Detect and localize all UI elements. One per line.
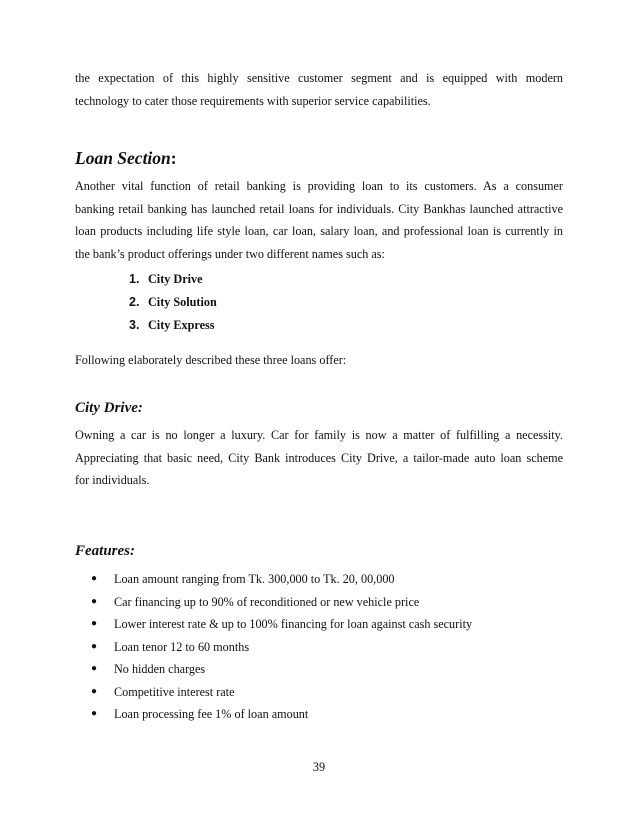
list-number: 3. — [129, 318, 140, 332]
loan-section-heading — [75, 148, 177, 169]
list-number: 2. — [129, 295, 140, 309]
city-drive-heading: City Drive: — [75, 400, 143, 416]
list-item — [91, 591, 472, 614]
bullet-icon: ● — [91, 663, 98, 674]
bullet-icon: ● — [91, 618, 98, 629]
text-line: the bank’s product offerings under two different names such as: — [75, 246, 385, 261]
bullet-icon: ● — [91, 595, 98, 607]
text-line: Another vital function of retail banking is providing loan to its customers. As a consumer — [75, 179, 563, 193]
list-item — [129, 291, 217, 314]
heading-colon: : — [170, 148, 177, 168]
city-drive-paragraph — [75, 424, 563, 492]
list-item — [129, 314, 217, 337]
bullet-icon: ● — [91, 685, 98, 697]
loan-section-paragraph — [75, 175, 563, 265]
text-line: for individuals. — [75, 473, 150, 487]
page-number: 39 — [312, 760, 326, 774]
list-item-label: City Solution — [148, 295, 217, 309]
feature-text: Loan processing fee 1% of loan amount — [114, 707, 309, 721]
bullet-icon: ● — [91, 573, 98, 584]
feature-text: Loan tenor 12 to 60 months — [114, 639, 250, 654]
text-line: technology to cater those requirements with superior service capabilities. — [75, 93, 431, 108]
text-line: Owning a car is no longer a luxury. Car for family is now a matter of fulfilling a necessity. — [75, 428, 563, 442]
text-line: Following elaborately described these three loans offer: — [75, 353, 347, 367]
features-heading: Features: — [75, 543, 135, 559]
list-item — [91, 658, 472, 681]
list-number: 1. — [129, 272, 140, 286]
list-item — [91, 636, 472, 659]
feature-text: No hidden charges — [114, 662, 206, 676]
list-item — [91, 568, 472, 591]
feature-text: Car financing up to 90% of reconditioned or new vehicle price — [114, 594, 420, 609]
list-item-label: City Drive — [148, 272, 203, 286]
list-item — [91, 681, 472, 704]
following-paragraph — [75, 349, 563, 372]
text-line: Appreciating that basic need, City Bank introduces City Drive, a tailor-made auto loan scheme — [75, 450, 563, 465]
text-line: loan products including life style loan, car loan, salary loan, and professional loan is currently in — [75, 224, 563, 238]
text-line: banking retail banking has launched retail loans for individuals. City Bankhas launched attractive — [75, 201, 563, 216]
list-item — [129, 268, 217, 291]
feature-text: Loan amount ranging from Tk. 300,000 to Tk. 20, 00,000 — [114, 572, 395, 586]
features-list — [91, 568, 472, 726]
list-item-label: City Express — [148, 318, 215, 332]
loan-section-title: Loan Section — [75, 148, 171, 168]
loan-products-list — [129, 268, 217, 337]
bullet-icon: ● — [91, 640, 98, 652]
feature-text: Lower interest rate & up to 100% financing for loan against cash security — [114, 617, 473, 631]
feature-text: Competitive interest rate — [114, 684, 235, 699]
list-item — [91, 703, 472, 726]
intro-paragraph — [75, 67, 563, 112]
text-line: the expectation of this highly sensitive customer segment and is equipped with modern — [75, 71, 563, 85]
list-item — [91, 613, 472, 636]
bullet-icon: ● — [91, 708, 98, 719]
